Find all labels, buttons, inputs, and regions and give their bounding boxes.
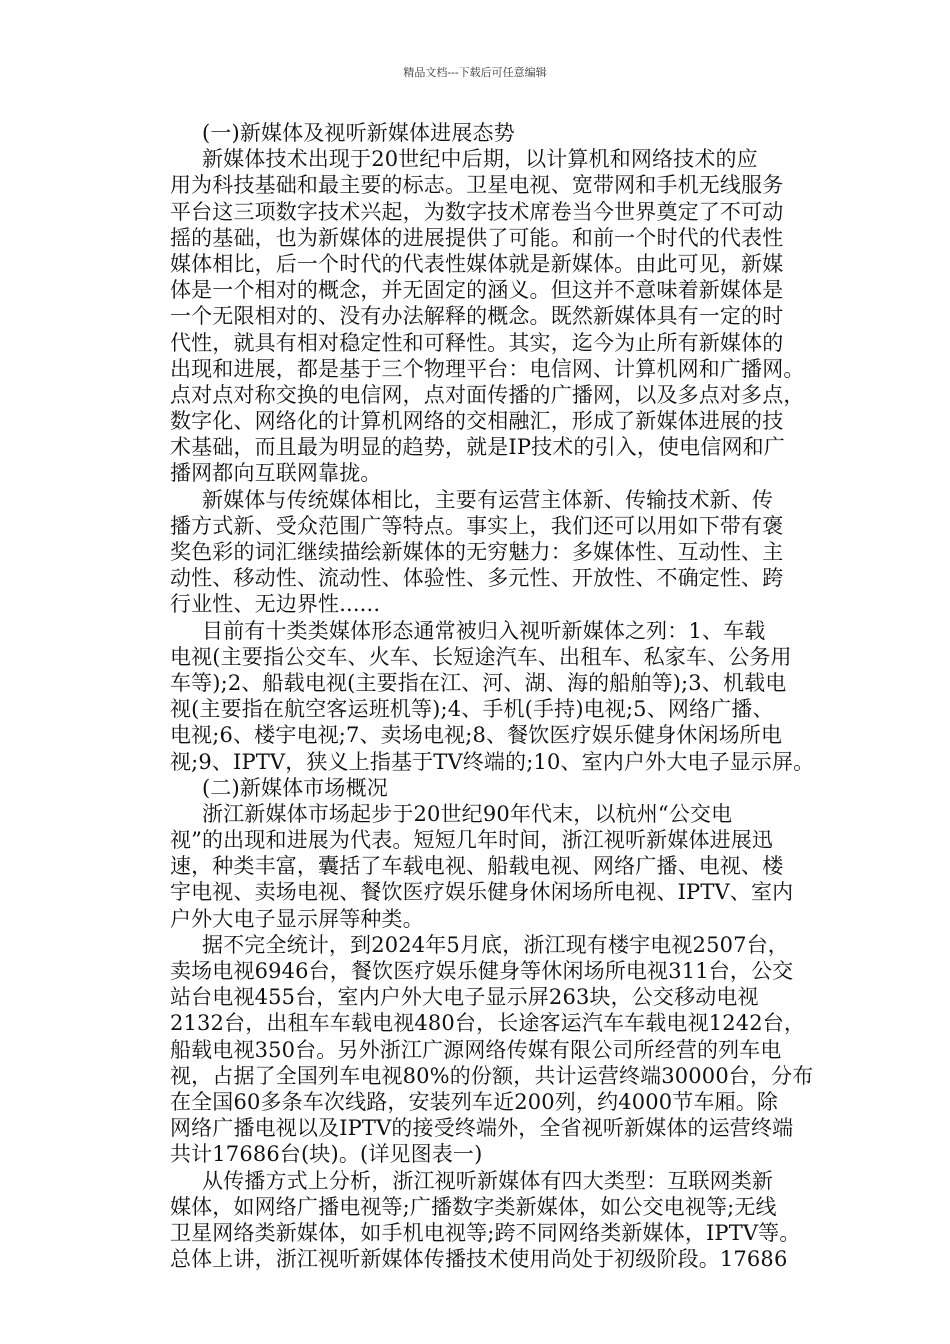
- text-line: 动性、移动性、流动性、体验性、多元性、开放性、不确定性、跨: [170, 566, 784, 591]
- text-line: 平台这三项数字技术兴起，为数字技术席卷当今世界奠定了不可动: [170, 199, 784, 224]
- text-line: 点对点对称交换的电信网，点对面传播的广播网，以及多点对多点，: [170, 382, 805, 407]
- text-line: 浙江新媒体市场起步于20世纪90年代末，以杭州“公交电: [202, 801, 733, 826]
- text-line: 数字化、网络化的计算机网络的交相融汇，形成了新媒体进展的技: [170, 409, 784, 434]
- text-line: 行业性、无边界性......: [170, 592, 381, 617]
- text-line: 视;9、IPTV，狭义上指基于TV终端的;10、室内户外大电子显示屏。: [170, 749, 815, 774]
- text-line: 车等);2、船载电视(主要指在江、河、湖、海的船舶等);3、机载电: [170, 670, 787, 695]
- page-header: 精品文档---下载后可任意编辑: [403, 66, 547, 79]
- text-line: 出现和进展，都是基于三个物理平台：电信网、计算机网和广播网。: [170, 356, 805, 381]
- document-body: [170, 120, 825, 1272]
- text-line: 摇的基础，也为新媒体的进展提供了可能。和前一个时代的代表性: [170, 225, 784, 250]
- text-line: 在全国60多条车次线路，安装列车近200列，约4000节车厢。除: [170, 1089, 779, 1114]
- text-line: 船载电视350台。另外浙江广源网络传媒有限公司所经营的列车电: [170, 1037, 782, 1062]
- text-line: 速，种类丰富，囊括了车载电视、船载电视、网络广播、电视、楼: [170, 854, 784, 879]
- text-line: 术基础，而且最为明显的趋势，就是IP技术的引入，使电信网和广: [170, 435, 785, 460]
- text-line: 宇电视、卖场电视、餐饮医疗娱乐健身休闲场所电视、IPTV、室内: [170, 880, 794, 905]
- text-line: 新媒体技术出现于20世纪中后期，以计算机和网络技术的应: [202, 147, 758, 172]
- text-line: 代性，就具有相对稳定性和可释性。其实，迄今为止所有新媒体的: [170, 330, 784, 355]
- text-line: 视”的出现和进展为代表。短短几年时间，浙江视听新媒体进展迅: [170, 828, 774, 853]
- text-line: 共计17686台(块)。(详见图表一): [170, 1142, 483, 1167]
- text-line: 目前有十类类媒体形态通常被归入视听新媒体之列：1、车载: [202, 618, 766, 643]
- text-line: 新媒体与传统媒体相比，主要有运营主体新、传输技术新、传: [202, 487, 774, 512]
- text-line: 播方式新、受众范围广等特点。事实上，我们还可以用如下带有褒: [170, 513, 784, 538]
- text-line: 视，占据了全国列车电视80%的份额，共计运营终端30000台，分布: [170, 1063, 814, 1088]
- text-line: 2132台，出租车车载电视480台，长途客运汽车车载电视1242台，: [170, 1011, 806, 1036]
- text-line: (二)新媒体市场概况: [202, 775, 388, 800]
- text-line: 据不完全统计，到2024年5月底，浙江现有楼宇电视2507台，: [202, 932, 789, 957]
- text-line: 播网都向互联网靠拢。: [170, 461, 382, 486]
- text-line: 体是一个相对的概念，并无固定的涵义。但这并不意味着新媒体是: [170, 278, 784, 303]
- text-line: 用为科技基础和最主要的标志。卫星电视、宽带网和手机无线服务: [170, 173, 784, 198]
- text-line: 户外大电子显示屏等种类。: [170, 906, 424, 931]
- text-line: 总体上讲，浙江视听新媒体传播技术使用尚处于初级阶段。17686: [170, 1247, 788, 1272]
- text-line: 媒体相比，后一个时代的代表性媒体就是新媒体。由此可见，新媒: [170, 251, 784, 276]
- text-line: 电视;6、楼宇电视;7、卖场电视;8、餐饮医疗娱乐健身休闲场所电: [170, 723, 783, 748]
- text-line: 网络广播电视以及IPTV的接受终端外，全省视听新媒体的运营终端: [170, 1116, 794, 1141]
- text-line: (一)新媒体及视听新媒体进展态势: [202, 121, 515, 145]
- text-line: 电视(主要指公交车、火车、长短途汽车、出租车、私家车、公务用: [170, 644, 792, 669]
- text-line: 站台电视455台，室内户外大电子显示屏263块，公交移动电视: [170, 985, 759, 1010]
- text-line: 视(主要指在航空客运班机等);4、手机(手持)电视;5、网络广播、: [170, 697, 774, 722]
- text-line: 从传播方式上分析，浙江视听新媒体有四大类型：互联网类新: [202, 1168, 774, 1193]
- text-line: 卫星网络类新媒体，如手机电视等;跨不同网络类新媒体，IPTV等。: [170, 1220, 801, 1245]
- text-line: 媒体，如网络广播电视等;广播数字类新媒体，如公交电视等;无线: [170, 1194, 777, 1219]
- text-line: 卖场电视6946台，餐饮医疗娱乐健身等休闲场所电视311台，公交: [170, 959, 794, 983]
- text-line: 一个无限相对的、没有办法解释的概念。既然新媒体具有一定的时: [170, 304, 784, 329]
- text-line: 奖色彩的词汇继续描绘新媒体的无穷魅力：多媒体性、互动性、主: [170, 540, 784, 564]
